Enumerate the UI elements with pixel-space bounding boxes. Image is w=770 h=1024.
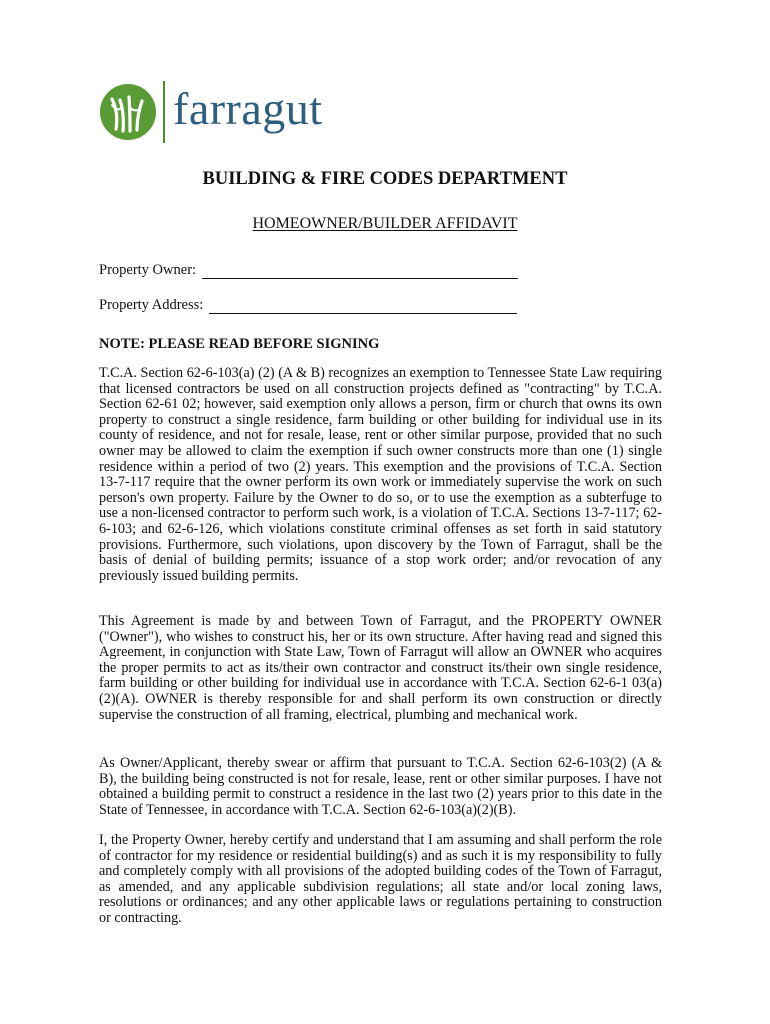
logo-divider bbox=[163, 81, 165, 143]
paragraph-exemption: T.C.A. Section 62-6-103(a) (2) (A & B) recognizes an exemption to Tennessee State Law requiring that licensed contractors be used on all construction projects defined as "contracting" by T.C.A. Section 62-61 02; however, said exemption only allows a person, firm or church that owns its own property to construct a single residence, farm building or other building for individual use in its county of residence, and not for resale, lease, rent or other similar purpose, provided that no such owner may be allowed to claim the exemption if such owner constructs more than one (1) single residence within a period of two (2) years. This exemption and the provisions of T.C.A. Section 13-7-117 require that the owner perform its own work or immediately supervise the work on such person's own property. Failure by the Owner to do so, or to use the exemption as a subterfuge to use a non-licensed contractor to perform such work, is a violation of T.C.A. Sections 13-7-117; 62-6-103; and 62-6-126, which violations constitute criminal offenses as set forth in said statutory provisions. Furthermore, such violations, upon discovery by the Town of Farragut, shall be the basis of denial of building permits; issuance of a stop work order; and/or revocation of any previously issued building permits. bbox=[99, 365, 662, 584]
property-address-line[interactable] bbox=[209, 299, 517, 314]
property-owner-line[interactable] bbox=[202, 264, 518, 279]
note-heading: NOTE: PLEASE READ BEFORE SIGNING bbox=[99, 336, 380, 352]
paragraph-certification: I, the Property Owner, hereby certify and understand that I am assuming and shall perform the role of contractor for my residence or residential building(s) and as such it is my responsibility to fully and completely comply with all provisions of the adopted building codes of the Town of Farragut, as amended, and any applicable subdivision regulations; all state and/or local zoning laws, resolutions or ordinances; and any other applicable laws or regulations pertaining to construction or contracting. bbox=[99, 832, 662, 926]
tree-logo-icon bbox=[99, 83, 157, 141]
farragut-logo bbox=[99, 80, 323, 144]
property-owner-label: Property Owner: bbox=[99, 262, 197, 278]
department-title: BUILDING & FIRE CODES DEPARTMENT bbox=[202, 169, 568, 189]
form-title-text: HOMEOWNER/BUILDER AFFIDAVIT bbox=[252, 215, 518, 232]
paragraph-agreement: This Agreement is made by and between Town of Farragut, and the PROPERTY OWNER ("Owner"), who wishes to construct his, her or its own structure. After having read and signed this Agreement, in conjunction with State Law, Town of Farragut will allow an OWNER who acquires the proper permits to act as its/their own contractor and construct its/their own single residence, farm building or other building for individual use in accordance with T.C.A. Section 62-6-1 03(a)(2)(A). OWNER is thereby responsible for and shall perform its own construction or directly supervise the construction of all framing, electrical, plumbing and mechanical work. bbox=[99, 613, 662, 723]
form-title bbox=[0, 215, 770, 233]
property-address-label: Property Address: bbox=[99, 297, 204, 313]
property-owner-field[interactable] bbox=[99, 262, 518, 279]
property-address-field[interactable] bbox=[99, 297, 517, 314]
paragraph-owner-applicant: As Owner/Applicant, thereby swear or affirm that pursuant to T.C.A. Section 62-6-103(2) (A & B), the building being constructed is not for resale, lease, rent or other similar purposes. I have not obtained a building permit to construct a residence in the last two (2) years prior to this date in the State of Tennessee, in accordance with T.C.A. Section 62-6-103(a)(2)(B). bbox=[99, 755, 662, 818]
logo-text: farragut bbox=[173, 83, 323, 134]
